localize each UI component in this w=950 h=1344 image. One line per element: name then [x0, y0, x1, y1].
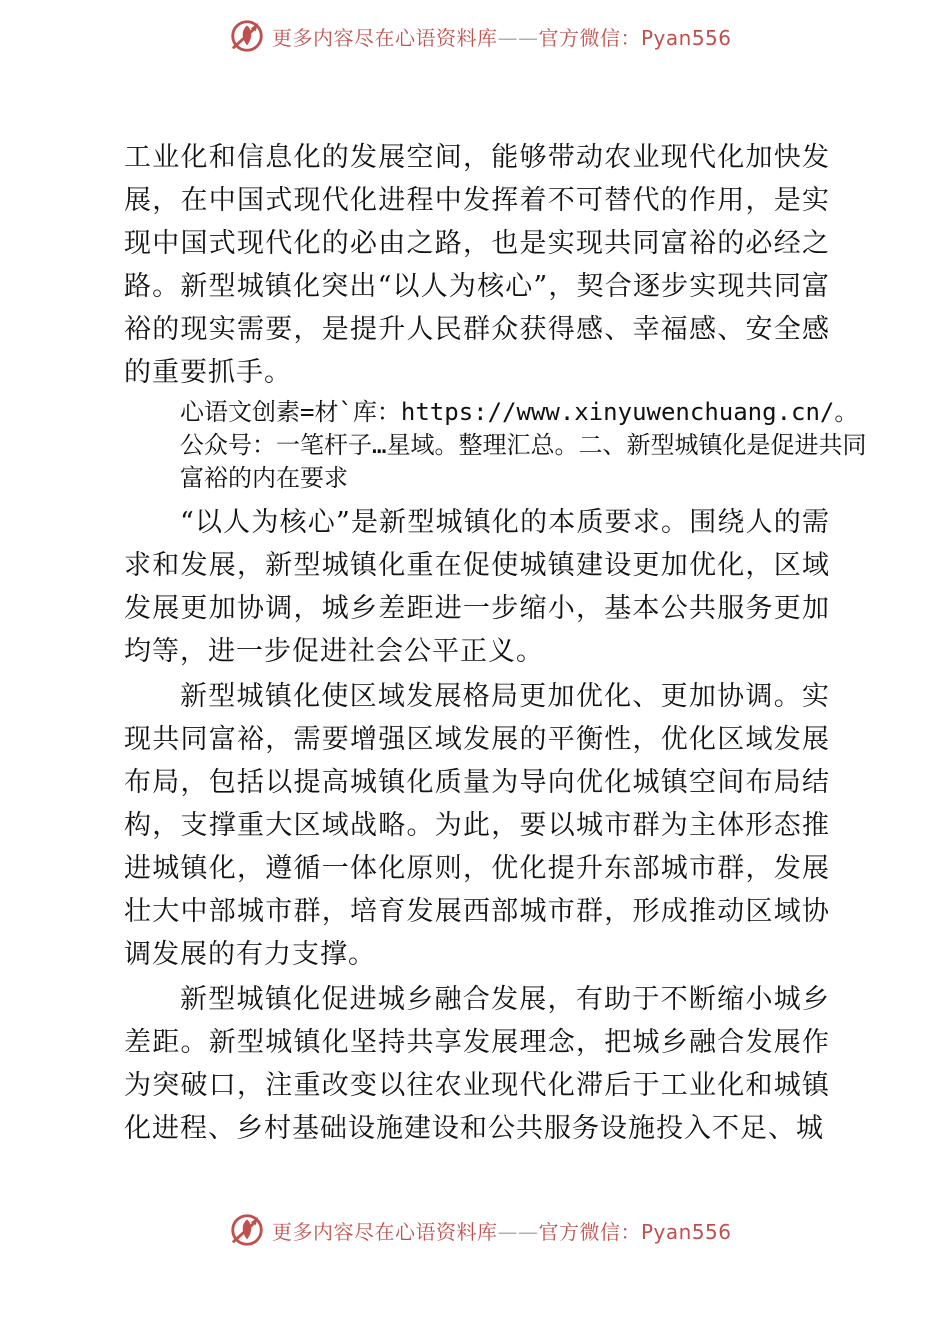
- header-banner: [228, 16, 748, 56]
- banner-wechat-id: Pyan556: [641, 1219, 732, 1244]
- banner-site-text: 更多内容尽在心语资料库: [272, 1219, 498, 1244]
- banner-wechat-label: 官方微信：: [538, 25, 641, 50]
- paragraph: 新型城镇化使区域发展格局更加优化、更加协调。实现共同富裕，需要增强区域发展的平衡性，优化区域发展布局，包括以提高城镇化质量为导向优化城镇空间布局结构，支撑重大区域战略。为此，要以城市群为主体形态推进城镇化，遵循一体化原则，优化提升东部城市群，发展壮大中部城市群，培育发展西部城市群，形成推动区域协调发展的有力支撑。: [124, 681, 830, 970]
- banner-site-text: 更多内容尽在心语资料库: [272, 25, 498, 50]
- banner-separator: ——: [497, 1219, 539, 1244]
- banner-text: [272, 22, 732, 51]
- banner-wechat-id: Pyan556: [641, 25, 732, 50]
- banner-text: [272, 1216, 732, 1245]
- banner-separator: ——: [497, 25, 539, 50]
- source-note: 心语文创素=材`库：https://www.xinyuwenchuang.cn/。公众号：一笔杆子…星域。整理汇总。二、新型城镇化是促进共同富裕的内在要求: [180, 398, 867, 492]
- paragraph: “以人为核心”是新型城镇化的本质要求。围绕人的需求和发展，新型城镇化重在促使城镇建设更加优化，区域发展更加协调，城乡差距进一步缩小，基本公共服务更加均等，进一步促进社会公平正义。: [124, 507, 830, 667]
- logo-icon: [228, 1211, 266, 1249]
- paragraph: 新型城镇化促进城乡融合发展，有助于不断缩小城乡差距。新型城镇化坚持共享发展理念，把城乡融合发展作为突破口，注重改变以往农业现代化滞后于工业化和城镇化进程、乡村基础设施建设和公共服务设施投入不足、城: [124, 984, 830, 1144]
- banner-wechat-label: 官方微信：: [538, 1219, 641, 1244]
- document-body: [124, 136, 867, 1150]
- paragraph-continued: 工业化和信息化的发展空间，能够带动农业现代化加快发展，在中国式现代化进程中发挥着不可替代的作用，是实现中国式现代化的必由之路，也是实现共同富裕的必经之路。新型城镇化突出“以人为核心”，契合逐步实现共同富裕的现实需要，是提升人民群众获得感、幸福感、安全感的重要抓手。: [124, 142, 830, 388]
- logo-icon: [228, 17, 266, 55]
- footer-banner: [228, 1210, 748, 1250]
